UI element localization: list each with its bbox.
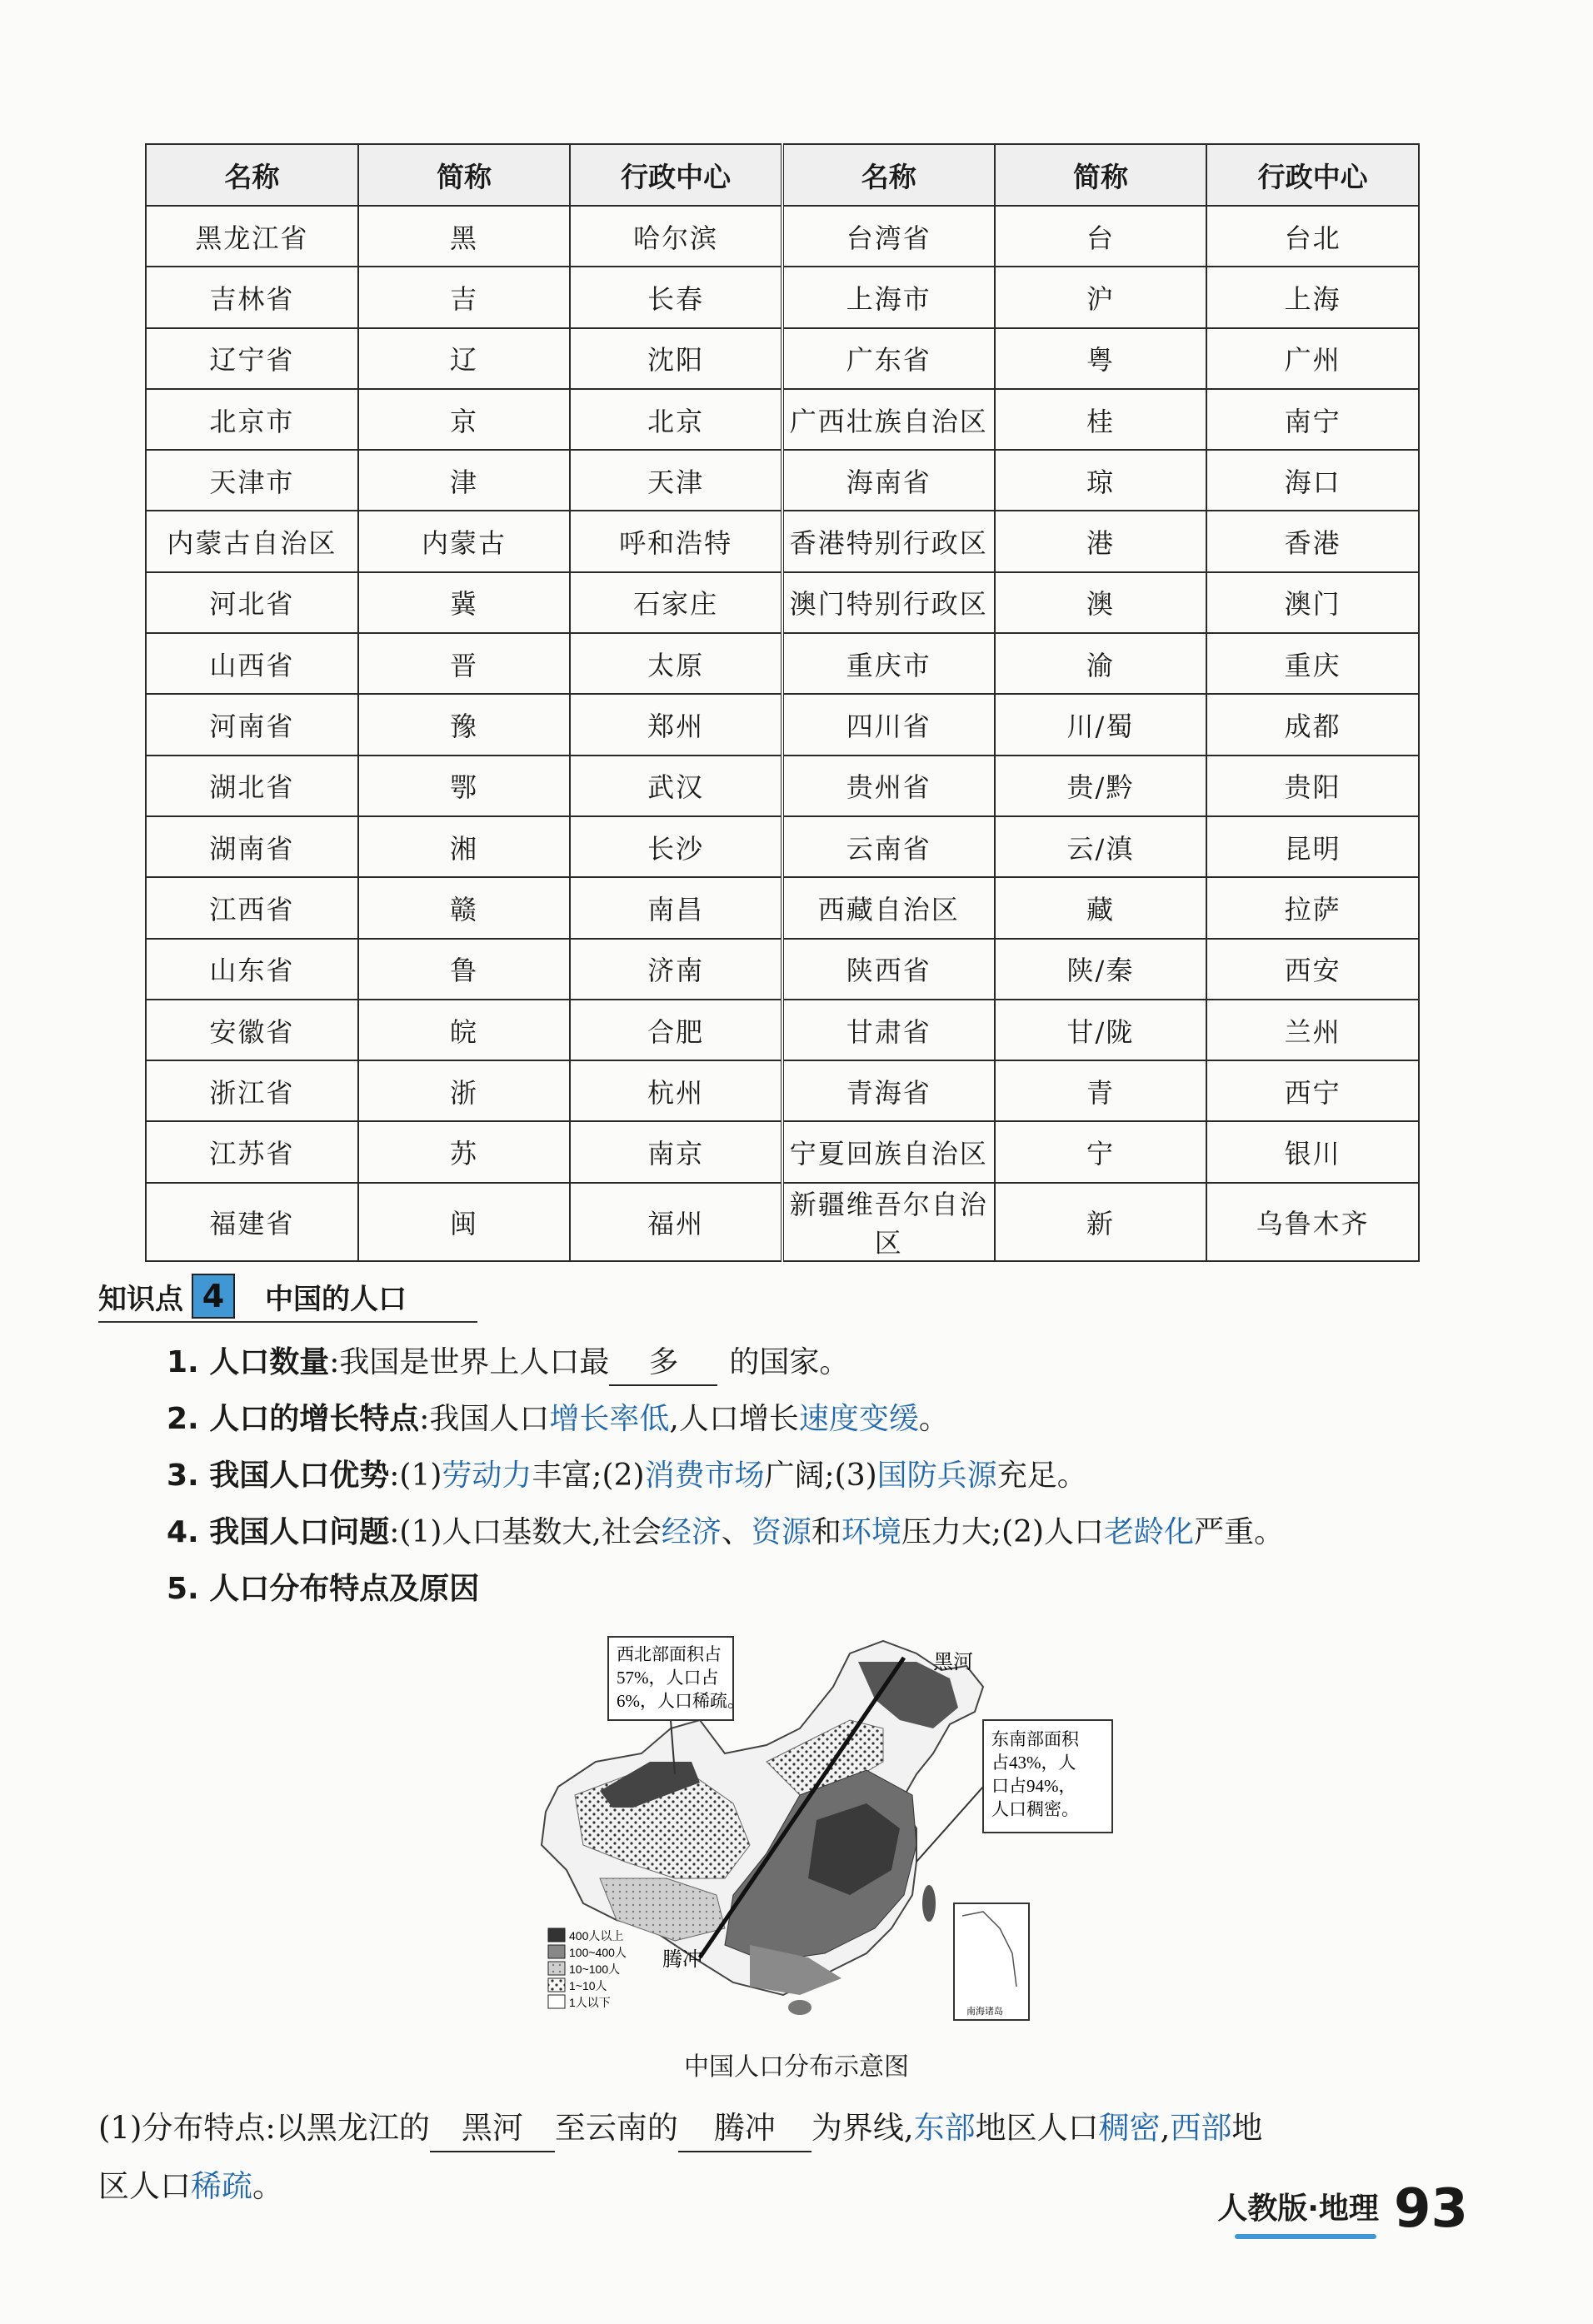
table-cell: 陕/秦 [995,939,1207,1000]
answer-text: 经济 [661,1515,722,1549]
table-cell: 重庆市 [782,633,995,694]
table-cell: 鄂 [358,756,571,816]
note-arrow-southeast [916,1787,983,1862]
answer-text: 速度变缓 [798,1402,919,1436]
section-label: 知识点 [98,1282,183,1316]
table-cell: 河南省 [146,694,358,755]
table-cell: 银川 [1206,1121,1419,1182]
table-cell: 云/滇 [995,816,1207,877]
table-header-row [146,144,1419,206]
table-cell: 澳门特别行政区 [782,572,995,633]
table-cell: 甘/陇 [995,1000,1207,1060]
table-cell: 天津 [570,450,782,511]
table-row [146,1000,1419,1060]
item-text: :(1)人口基数大,社会 [389,1515,662,1549]
table-row [146,633,1419,694]
table-cell: 皖 [358,1000,571,1060]
table-cell: 上海市 [782,267,995,327]
note-southeast-line: 人口稠密。 [991,1799,1079,1819]
answer-text: 稀疏 [191,2168,252,2204]
item-label: 4. 我国人口问题 [167,1515,390,1549]
item-growth [167,1398,949,1441]
table-cell: 澳 [995,572,1207,633]
place-tengchong: 腾冲 [662,1949,702,1971]
table-row [146,877,1419,938]
table-cell: 广东省 [782,328,995,389]
table-cell: 新疆维吾尔自治区 [782,1183,995,1261]
table-cell: 北京 [570,389,782,450]
item-label: 1. 人口数量 [167,1345,330,1379]
table-cell: 南京 [570,1121,782,1182]
answer-text: 资源 [751,1515,811,1549]
section-heading [98,1273,407,1319]
item-distribution [167,1568,479,1611]
table-cell: 哈尔滨 [570,206,782,267]
table-cell: 西藏自治区 [782,877,995,938]
table-cell: 拉萨 [1206,877,1419,938]
table-cell: 新 [995,1183,1207,1261]
table-cell: 江苏省 [146,1121,358,1182]
table-cell: 安徽省 [146,1000,358,1060]
col-header: 行政中心 [570,144,782,206]
table-cell: 广州 [1206,328,1419,389]
para-text: 至云南的 [554,2110,678,2146]
table-cell: 浙江省 [146,1060,358,1121]
map-legend [548,1928,627,2009]
item-text: 、 [721,1515,752,1549]
table-row [146,328,1419,389]
table-cell: 沈阳 [570,328,782,389]
answer-text: 东部 [913,2110,976,2146]
table-cell: 四川省 [782,694,995,755]
page-footer [1217,2178,1468,2240]
table-cell: 香港 [1206,511,1419,571]
table-cell: 海南省 [782,450,995,511]
table-cell: 山西省 [146,633,358,694]
table-cell: 川/蜀 [995,694,1207,755]
note-southeast-line: 东南部面积 [991,1729,1079,1749]
table-cell: 琼 [995,450,1207,511]
section-title: 中国的人口 [265,1282,407,1316]
map-caption: 中国人口分布示意图 [684,2052,909,2082]
table-cell: 台 [995,206,1207,267]
table-cell: 兰州 [1206,1000,1419,1060]
table-cell: 冀 [358,572,571,633]
table-cell: 合肥 [570,1000,782,1060]
table-cell: 重庆 [1206,633,1419,694]
table-cell: 西宁 [1206,1060,1419,1121]
table-cell: 宁夏回族自治区 [782,1121,995,1182]
col-header: 简称 [358,144,571,206]
table-cell: 长沙 [570,816,782,877]
item-problems [167,1511,1284,1554]
table-row [146,756,1419,816]
table-row [146,816,1419,877]
item-label: 2. 人口的增长特点 [167,1402,420,1436]
table-cell: 北京市 [146,389,358,450]
table-cell: 宁 [995,1121,1207,1182]
distribution-paragraph-line2 [98,2164,283,2209]
map-taiwan [922,1885,936,1922]
table-cell: 长春 [570,267,782,327]
table-cell: 闽 [358,1183,571,1261]
table-cell: 南昌 [570,877,782,938]
page-number: 93 [1393,2178,1468,2240]
table-cell: 海口 [1206,450,1419,511]
item-label: 5. 人口分布特点及原因 [167,1572,480,1606]
answer-text: 老龄化 [1104,1515,1195,1549]
item-text: 广阔;(3) [764,1459,877,1493]
table-cell: 天津市 [146,450,358,511]
table-cell: 京 [358,389,571,450]
table-cell: 内蒙古自治区 [146,511,358,571]
legend-label: 1人以下 [569,1996,611,2009]
population-map [450,1628,1116,2028]
note-northwest-line: 6%，人口稀疏。 [617,1691,745,1711]
table-cell: 甘肃省 [782,1000,995,1060]
table-cell: 辽 [358,328,571,389]
table-cell: 广西壮族自治区 [782,389,995,450]
table-cell: 上海 [1206,267,1419,327]
answer-text: 增长率低 [549,1402,670,1436]
section-number: 4 [192,1274,235,1319]
table-cell: 呼和浩特 [570,511,782,571]
map-inset-label: 南海诸岛 [966,2007,1003,2017]
answer-text: 西部 [1170,2110,1232,2146]
table-row [146,694,1419,755]
col-header: 行政中心 [1206,144,1419,206]
table-cell: 浙 [358,1060,571,1121]
table-cell: 吉 [358,267,571,327]
table-cell: 杭州 [570,1060,782,1121]
table-cell: 济南 [570,939,782,1000]
table-cell: 豫 [358,694,571,755]
table-cell: 云南省 [782,816,995,877]
table-cell: 青 [995,1060,1207,1121]
item-text: 。 [918,1402,949,1436]
table-row [146,1121,1419,1182]
para-text: 区人口 [98,2168,191,2204]
para-text: 。 [252,2168,283,2204]
table-cell: 河北省 [146,572,358,633]
para-text: , [1160,2110,1171,2146]
item-advantages [167,1454,1087,1498]
col-header: 名称 [782,144,995,206]
item-text: :我国是世界上人口最 [329,1345,610,1379]
table-cell: 山东省 [146,939,358,1000]
footer-underline [1235,2234,1376,2239]
table-cell: 晋 [358,633,571,694]
item-text: :(1) [389,1459,442,1493]
table-cell: 昆明 [1206,816,1419,877]
table-cell: 贵/黔 [995,756,1207,816]
item-text: :我国人口 [419,1402,550,1436]
table-cell: 湘 [358,816,571,877]
legend-label: 1~10人 [569,1979,607,1992]
table-cell: 鲁 [358,939,571,1000]
table-row [146,1183,1419,1261]
table-cell: 苏 [358,1121,571,1182]
table-row [146,511,1419,571]
para-text: (1)分布特点:以黑龙江的 [98,2110,430,2146]
table-cell: 成都 [1206,694,1419,755]
map-hainan [788,2000,811,2015]
distribution-paragraph-line1 [98,2106,1262,2152]
table-cell: 黑龙江省 [146,206,358,267]
table-row [146,389,1419,450]
table-cell: 吉林省 [146,267,358,327]
col-header: 名称 [146,144,358,206]
item-text: 充足。 [996,1459,1087,1493]
item-text: 压力大;(2)人口 [901,1515,1105,1549]
table-cell: 江西省 [146,877,358,938]
table-cell: 台湾省 [782,206,995,267]
answer-blank: 腾冲 [678,2106,811,2152]
table-cell: 陕西省 [782,939,995,1000]
table-cell: 武汉 [570,756,782,816]
legend-label: 100~400人 [569,1946,627,1959]
answer-text: 国防兵源 [876,1459,997,1493]
table-body [146,206,1419,1261]
table-cell: 粤 [995,328,1207,389]
table-cell: 西安 [1206,939,1419,1000]
answer-blank: 多 [609,1341,717,1386]
table-cell: 赣 [358,877,571,938]
table-cell: 渝 [995,633,1207,694]
place-heihe: 黑河 [933,1652,973,1673]
para-text: 地 [1231,2110,1263,2146]
item-text: 的国家。 [729,1345,850,1379]
answer-blank: 黑河 [430,2106,555,2152]
item-label: 3. 我国人口优势 [167,1459,390,1493]
table-cell: 福建省 [146,1183,358,1261]
item-text: ,人口增长 [669,1402,799,1436]
item-population-size [167,1341,849,1386]
table-cell: 乌鲁木齐 [1206,1183,1419,1261]
answer-text: 劳动力 [442,1459,532,1493]
section-underline [98,1321,477,1323]
table-cell: 福州 [570,1183,782,1261]
table-cell: 贵州省 [782,756,995,816]
table-cell: 湖南省 [146,816,358,877]
table-cell: 桂 [995,389,1207,450]
note-southeast-line: 占43%，人 [991,1753,1076,1773]
table-row [146,1060,1419,1121]
table-cell: 贵阳 [1206,756,1419,816]
table-cell: 香港特别行政区 [782,511,995,571]
table-cell: 澳门 [1206,572,1419,633]
table-row [146,267,1419,327]
answer-text: 稠密 [1098,2110,1161,2146]
para-text: 地区人口 [975,2110,1099,2146]
legend-label: 10~100人 [569,1962,621,1976]
answer-text: 环境 [841,1515,901,1549]
table-row [146,206,1419,267]
province-table [145,143,1420,1262]
table-cell: 黑 [358,206,571,267]
edition-label: 人教版·地理 [1217,2192,1379,2226]
table-row [146,939,1419,1000]
legend-label: 400人以上 [569,1929,624,1942]
table-cell: 郑州 [570,694,782,755]
note-southeast-line: 口占94%， [991,1776,1076,1796]
table-cell: 津 [358,450,571,511]
table-row [146,450,1419,511]
table-cell: 沪 [995,267,1207,327]
table-cell: 辽宁省 [146,328,358,389]
para-text: 为界线, [811,2110,914,2146]
answer-text: 消费市场 [644,1459,765,1493]
table-cell: 石家庄 [570,572,782,633]
table-cell: 台北 [1206,206,1419,267]
item-text: 严重。 [1194,1515,1285,1549]
table-row [146,572,1419,633]
table-cell: 南宁 [1206,389,1419,450]
table-cell: 青海省 [782,1060,995,1121]
item-text: 丰富;(2) [532,1459,645,1493]
table-cell: 内蒙古 [358,511,571,571]
col-header: 简称 [995,144,1207,206]
table-cell: 太原 [570,633,782,694]
item-text: 和 [811,1515,841,1549]
table-cell: 港 [995,511,1207,571]
table-cell: 藏 [995,877,1207,938]
note-northwest-line: 西北部面积占 [617,1644,722,1664]
note-northwest-line: 57%，人口占 [617,1668,719,1688]
table-cell: 湖北省 [146,756,358,816]
